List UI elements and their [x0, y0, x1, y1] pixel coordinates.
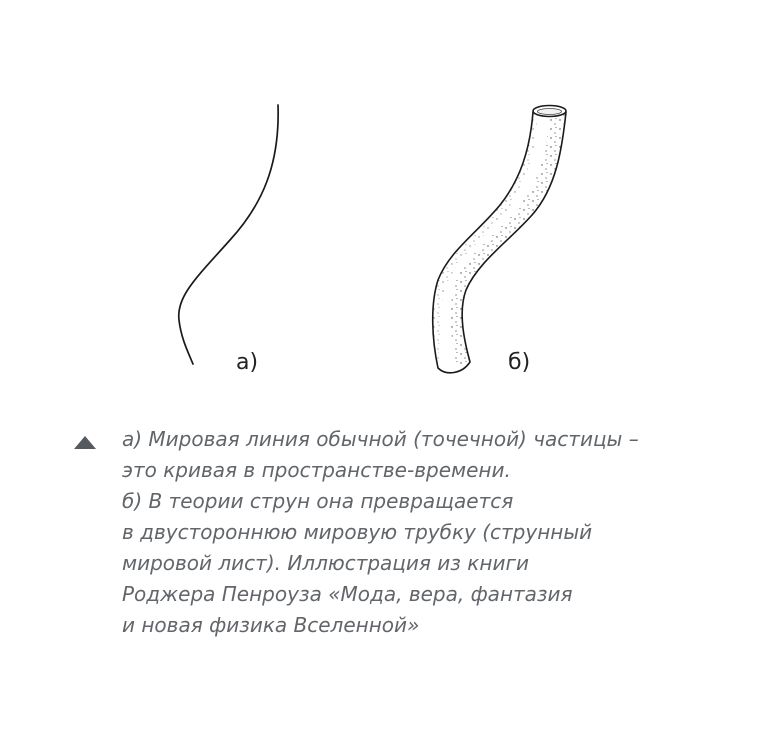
caption-line: это кривая в пространстве-времени.: [122, 458, 511, 482]
caption-line: Роджера Пенроуза «Мода, вера, фантазия: [122, 582, 573, 606]
world-tube-top-inner: [538, 109, 562, 115]
caption-line: и новая физика Вселенной»: [122, 613, 420, 637]
caption-line: а) Мировая линия обычной (точечной) частицы –: [122, 427, 639, 451]
label-b: б): [508, 350, 531, 375]
caption-text: [122, 424, 722, 641]
triangle-up-icon: [74, 436, 96, 449]
caption-line: б) В теории струн она превращается: [122, 489, 514, 513]
caption-line: мировой лист). Иллюстрация из книги: [122, 551, 529, 575]
caption-line: в двустороннюю мировую трубку (струнный: [122, 520, 593, 544]
world-line: [179, 105, 278, 364]
world-tube: [433, 106, 566, 373]
label-a: а): [236, 350, 259, 375]
